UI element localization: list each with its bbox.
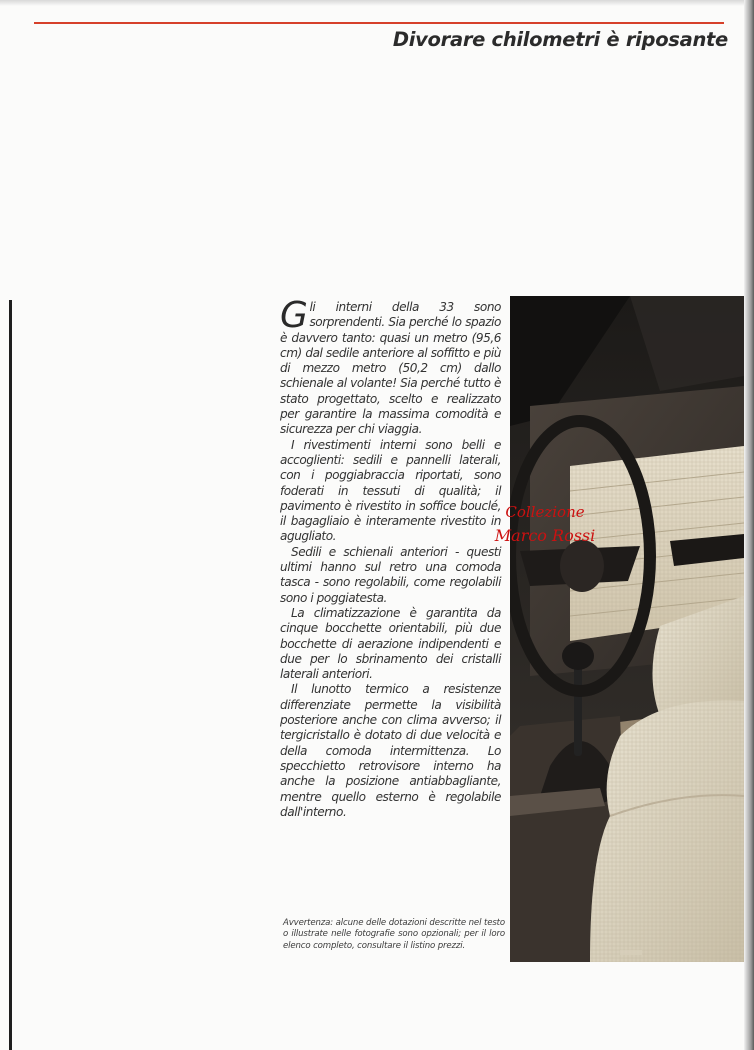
scan-top-edge	[0, 0, 754, 6]
article-paragraph-5: Il lunotto termico a resistenze differenziate permette la visibilità posteriore anche con clima avverso; il tergicristallo è dotato di due velocità e della comoda intermittenza. Lo specchietto retrovisore interno ha anche la posizione antiabbagliante, mentre quello esterno è regolabile dall'interno.	[280, 682, 501, 819]
article-paragraph-1-text: li interni della 33 sono sorprendenti. Sia perché lo spazio è davvero tanto: quasi un metro (95,6 cm) dal sedile anteriore al soffitto e più di mezzo metro (50,2 cm) dallo schienale al volante! Sia perché tutto è stato progettato, scelto e realizzato per garantire la massima comodità e sicurezza per chi viaggia.	[280, 300, 501, 437]
footnote-disclaimer: Avvertenza: alcune delle dotazioni descritte nel testo o illustrate nelle fotografie sono opzionali; per il loro elenco completo, consultare il listino prezzi.	[283, 918, 505, 951]
page-title: Divorare chilometri è riposante	[392, 28, 728, 51]
article-paragraph-4: La climatizzazione è garantita da cinque bocchette orientabili, più due bocchette di aerazione indipendenti e due per lo sbrinamento dei cristalli laterali anteriori.	[280, 605, 501, 682]
scan-right-edge	[744, 0, 754, 1050]
article-body	[280, 295, 501, 820]
article-paragraph-1	[280, 295, 501, 438]
left-page-edge-rule	[9, 300, 12, 1050]
article-paragraph-3: Sedili e schienali anteriori - questi ultimi hanno sul retro una comoda tasca - sono regolabili, come regolabili sono i poggiatesta.	[280, 544, 501, 605]
watermark-line-2: Marco Rossi	[494, 526, 596, 545]
header-red-rule	[34, 22, 724, 24]
car-interior-illustration	[510, 296, 744, 962]
collection-watermark	[480, 500, 610, 548]
car-interior-photo	[510, 296, 744, 962]
watermark-line-1: Collezione	[505, 503, 585, 521]
drop-cap: G	[280, 295, 308, 336]
article-paragraph-2: I rivestimenti interni sono belli e accoglienti: sedili e pannelli laterali, con i poggiabraccia riportati, sono foderati in tessuti di qualità; il pavimento è rivestito in soffice bouclé, il bagagliaio è interamente rivestito in agugliato.	[280, 437, 501, 544]
